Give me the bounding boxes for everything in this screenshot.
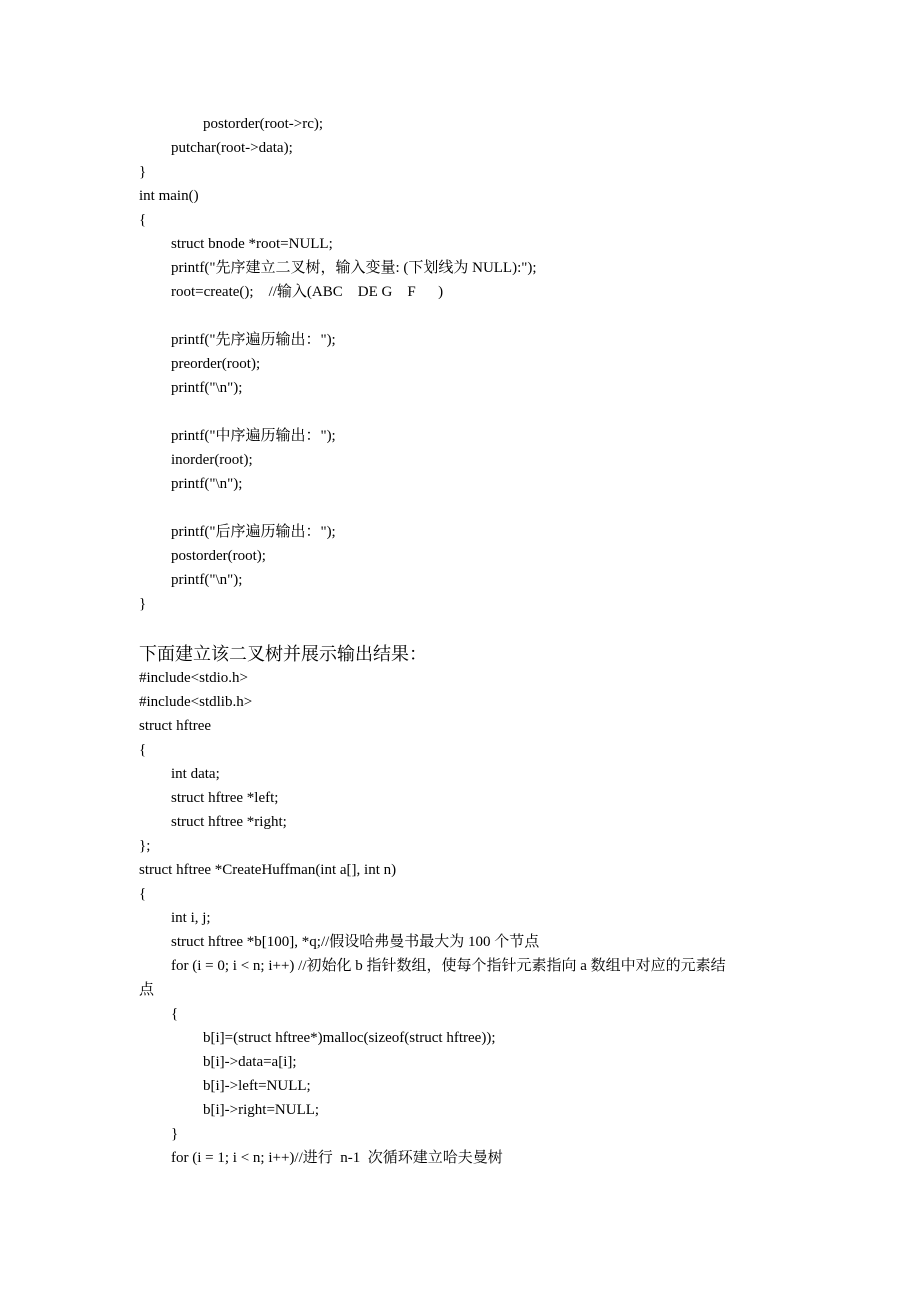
code-line: };	[139, 838, 151, 854]
code-line: int i, j;	[171, 910, 211, 926]
code-line: b[i]->right=NULL;	[203, 1102, 320, 1118]
code-line: printf("先序遍历输出：");	[171, 332, 336, 348]
code-line: struct hftree *CreateHuffman(int a[], int n)	[139, 862, 397, 878]
code-line: b[i]->left=NULL;	[203, 1078, 311, 1094]
code-line: int main()	[139, 188, 199, 204]
code-line: root=create(); //输入(ABC DE G F )	[171, 284, 444, 300]
code-line: preorder(root);	[171, 356, 261, 372]
code-line: #include<stdlib.h>	[139, 694, 253, 710]
code-line: {	[171, 1006, 179, 1022]
code-line: int data;	[171, 766, 220, 782]
section-heading: 下面建立该二叉树并展示输出结果：	[139, 644, 427, 664]
code-line: putchar(root->data);	[171, 140, 293, 156]
code-line: inorder(root);	[171, 452, 253, 468]
code-line: 点	[139, 982, 155, 998]
code-line: {	[139, 212, 147, 228]
code-line: printf("\n");	[171, 476, 243, 492]
code-line: }	[171, 1126, 179, 1142]
code-line: for (i = 1; i < n; i++)//进行 n-1 次循环建立哈夫曼树	[171, 1150, 503, 1166]
code-line: postorder(root);	[171, 548, 266, 564]
code-line: postorder(root->rc);	[203, 116, 324, 132]
code-line: printf("先序建立二叉树，输入变量: (下划线为 NULL):");	[171, 260, 537, 276]
code-line: printf("\n");	[171, 572, 243, 588]
code-line: {	[139, 886, 147, 902]
code-line: printf("\n");	[171, 380, 243, 396]
code-line: b[i]->data=a[i];	[203, 1054, 297, 1070]
code-line: struct hftree *b[100], *q;//假设哈弗曼书最大为 100 个节点	[171, 934, 540, 950]
code-line: struct hftree	[139, 718, 212, 734]
code-line: }	[139, 596, 147, 612]
code-line: struct bnode *root=NULL;	[171, 236, 333, 252]
code-line: printf("中序遍历输出：");	[171, 428, 336, 444]
code-line: }	[139, 164, 147, 180]
code-line: struct hftree *right;	[171, 814, 287, 830]
code-line: printf("后序遍历输出：");	[171, 524, 336, 540]
code-line: #include<stdio.h>	[139, 670, 248, 686]
code-line: {	[139, 742, 147, 758]
code-line: struct hftree *left;	[171, 790, 279, 806]
code-line: b[i]=(struct hftree*)malloc(sizeof(struct hftree));	[203, 1030, 496, 1046]
code-line: for (i = 0; i < n; i++) //初始化 b 指针数组，使每个指针元素指向 a 数组中对应的元素结	[171, 958, 726, 974]
